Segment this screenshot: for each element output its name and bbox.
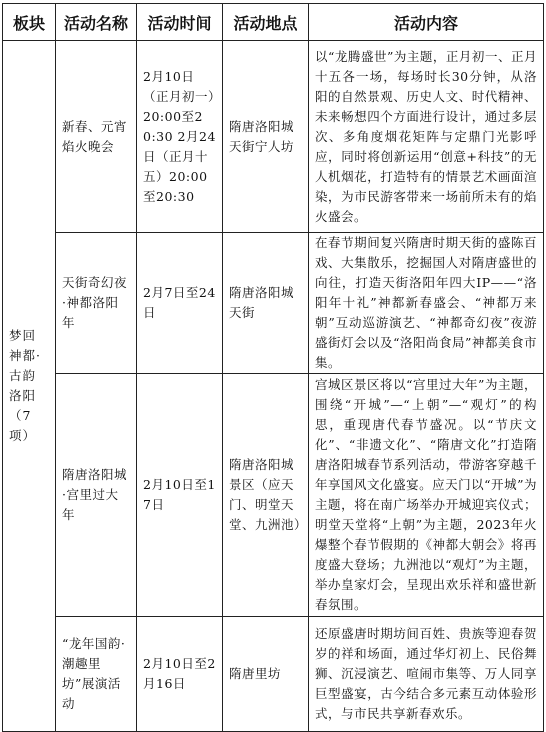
activity-content: 在春节期间复兴隋唐时期天街的盛陈百戏、大集散乐，挖掘国人对隋唐盛世的向往，打造天街洛阳年四大IP——“洛阳年十礼”神都新春盛会、“神都万来朝”互动巡游演艺、“神都奇幻夜”夜游盛街灯会以及“洛阳尚食局”神都美食市集。 bbox=[309, 233, 544, 374]
activity-content: 以“龙腾盛世”为主题，正月初一、正月十五各一场，每场时长30分钟，从洛阳的自然景观、历史人文、时代精神、未来畅想四个方面进行设计，通过多层次、多角度烟花矩阵与定鼎门光影呼应，同时将创新运用“创意+科技”的无人机烟花，打造特有的情景艺术画面渲染，为市民游客带来一场前所未有的焰火盛会。 bbox=[309, 41, 544, 233]
header-time: 活动时间 bbox=[137, 4, 223, 41]
activity-content: 宫城区景区将以“宫里过大年”为主题，围绕“开城”—“上朝”—“观灯”的构思，重现唐代春节盛况。以“节庆文化”、“非遗文化”、“隋唐文化”打造隋唐洛阳城春节系列活动，带游客穿越千年享国风文化盛宴。应天门以“开城”为主题，将在南广场举办开城迎宾仪式；明堂天堂将“上朝”为主题，2023年火爆整个春节假期的《神都大朝会》将再度盛大登场；九洲池以“观灯”为主题，举办皇家灯会，呈现出欢乐祥和盛世新春氛围。 bbox=[309, 374, 544, 617]
table-row bbox=[3, 617, 544, 732]
table-row bbox=[3, 374, 544, 617]
header-place: 活动地点 bbox=[223, 4, 309, 41]
activity-time: 2月10日至17日 bbox=[137, 374, 223, 617]
activity-name: 隋唐洛阳城·宫里过大年 bbox=[56, 374, 137, 617]
activity-place: 隋唐里坊 bbox=[223, 617, 309, 732]
activity-time: 2月10日至2月16日 bbox=[137, 617, 223, 732]
table-row bbox=[3, 233, 544, 374]
header-block: 板块 bbox=[3, 4, 56, 41]
block-cell: 梦回神都·古韵洛阳（7项） bbox=[3, 41, 56, 732]
header-content: 活动内容 bbox=[309, 4, 544, 41]
activity-time: 2月10日（正月初一）20:00至20:30 2月24日（正月十五）20:00至20:30 bbox=[137, 41, 223, 233]
activity-table bbox=[2, 3, 544, 732]
activity-place: 隋唐洛阳城天街 bbox=[223, 233, 309, 374]
table-row bbox=[3, 41, 544, 233]
header-row bbox=[3, 4, 544, 41]
activity-name: 天街奇幻夜·神都洛阳年 bbox=[56, 233, 137, 374]
header-name: 活动名称 bbox=[56, 4, 137, 41]
activity-time: 2月7日至24日 bbox=[137, 233, 223, 374]
activity-name: 新春、元宵焰火晚会 bbox=[56, 41, 137, 233]
activity-place: 隋唐洛阳城天街宁人坊 bbox=[223, 41, 309, 233]
activity-place: 隋唐洛阳城景区（应天门、明堂天堂、九洲池） bbox=[223, 374, 309, 617]
activity-name: “龙年国韵·潮趣里坊”展演活动 bbox=[56, 617, 137, 732]
activity-content: 还原盛唐时期坊间百姓、贵族等迎春贺岁的祥和场面，通过华灯初上、民俗舞狮、沉浸演艺、喧闹市集等、万人同享巨型盛宴，古今结合多元素互动体验形式，与市民共享新春欢乐。 bbox=[309, 617, 544, 732]
